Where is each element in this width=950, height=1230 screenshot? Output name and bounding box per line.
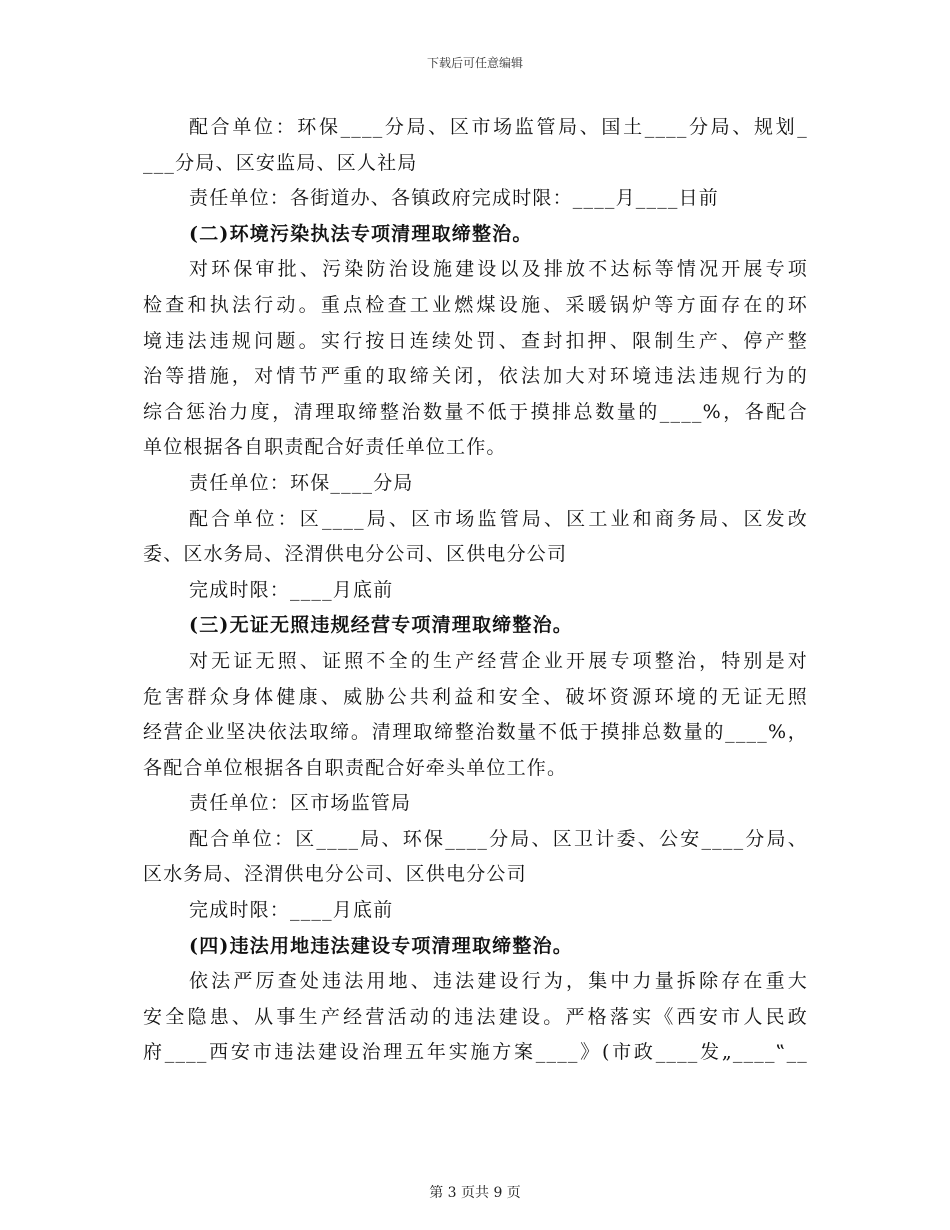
text-line: 经营企业坚决依法取缔。清理取缔整治数量不低于摸排总数量的____%，	[143, 721, 808, 744]
text-line: 责任单位：区市场监管局	[189, 792, 412, 815]
text-line: 配合单位：区____局、区市场监管局、区工业和商务局、区发改	[189, 507, 808, 530]
text-line: 府____西安市违法建设治理五年实施方案____》(市政____发„____‟__	[143, 1041, 808, 1064]
text-line: 责任单位：各街道办、各镇政府完成时限：____月____日前	[189, 187, 720, 210]
text-line: 检查和执法行动。重点检查工业燃煤设施、采暖锅炉等方面存在的环	[143, 293, 808, 316]
text-line: 治等措施，对情节严重的取缔关闭，依法加大对环境违法违规行为的	[143, 365, 808, 388]
text-line: 境违法违规问题。实行按日连续处罚、查封扣押、限制生产、停产整	[143, 329, 808, 352]
text-line: ___分局、区安监局、区人社局	[143, 151, 418, 174]
section-heading: (四)违法用地违法建设专项清理取缔整治。	[189, 934, 573, 957]
text-line: 配合单位：环保____分局、区市场监管局、国土____分局、规划_	[189, 116, 808, 138]
text-line: 安全隐患、从事生产经营活动的违法建设。严格落实《西安市人民政	[143, 1005, 808, 1028]
text-line: 综合惩治力度，清理取缔整治数量不低于摸排总数量的____%，各配合	[143, 400, 808, 423]
page-header: 下载后可任意编辑	[426, 56, 523, 70]
text-line: 完成时限：____月底前	[189, 578, 394, 601]
text-line: 完成时限：____月底前	[189, 899, 394, 922]
text-line: 危害群众身体健康、威胁公共利益和安全、破坏资源环境的无证无照	[143, 685, 808, 708]
section-heading: (三)无证无照违规经营专项清理取缔整治。	[189, 614, 573, 637]
text-line: 责任单位：环保____分局	[189, 471, 414, 494]
text-line: 单位根据各自职责配合好责任单位工作。	[143, 436, 507, 459]
section-heading: (二)环境污染执法专项清理取缔整治。	[189, 222, 533, 245]
page-footer: 第 3 页共 9 页	[429, 1185, 521, 1201]
text-line: 对无证无照、证照不全的生产经营企业开展专项整治，特别是对	[189, 649, 808, 672]
text-line: 委、区水务局、泾渭供电分公司、区供电分公司	[143, 543, 568, 566]
text-line: 对环保审批、污染防治设施建设以及排放不达标等情况开展专项	[189, 258, 808, 281]
text-line: 各配合单位根据各自职责配合好牵头单位工作。	[143, 756, 568, 779]
text-line: 依法严厉查处违法用地、违法建设行为，集中力量拆除存在重大	[189, 970, 808, 993]
text-line: 配合单位：区____局、环保____分局、区卫计委、公安____分局、	[189, 827, 808, 850]
text-line: 区水务局、泾渭供电分公司、区供电分公司	[143, 863, 527, 886]
document-body	[143, 110, 808, 1071]
